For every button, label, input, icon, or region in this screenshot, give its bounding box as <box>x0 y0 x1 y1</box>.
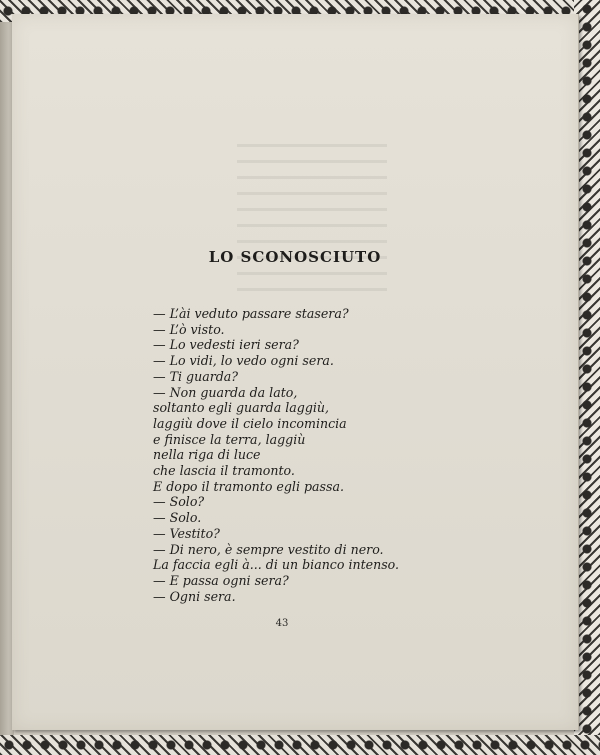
poem-line: La faccia egli à... di un bianco intenso. <box>153 557 400 573</box>
page-number: 43 <box>275 618 289 629</box>
poem-line: soltanto egli guarda laggiù, <box>153 400 330 416</box>
poem-line: — L’ài veduto passare stasera? <box>153 306 349 321</box>
poem-line: — Ti guarda? <box>153 368 239 384</box>
poem-line: — Solo? <box>153 494 205 510</box>
poem-line: — Lo vidi, lo vedo ogni sera. <box>153 353 334 369</box>
poem-line: — Ogni sera. <box>153 588 236 604</box>
poem-line: che lascia il tramonto. <box>153 463 295 479</box>
poem-line: — E passa ogni sera? <box>153 572 289 588</box>
poem-line: — Solo. <box>153 510 202 526</box>
poem-line: — Non guarda da lato, <box>153 384 298 400</box>
poem-body <box>153 306 399 604</box>
endpaper-pattern-bottom <box>0 735 600 755</box>
poem-line: e finisce la terra, laggiù <box>153 431 306 447</box>
poem-line: — L’ò visto. <box>153 321 225 337</box>
poem-line: laggiù dove il cielo incomincia <box>153 415 347 431</box>
poem-line: — Lo vedesti ieri sera? <box>153 337 299 353</box>
poem-line: E dopo il tramonto egli passa. <box>153 478 344 494</box>
book-page <box>12 14 579 730</box>
poem-line: nella riga di luce <box>153 447 261 463</box>
poem-line: — Vestito? <box>153 525 220 541</box>
poem-title: LO SCONOSCIUTO <box>208 248 382 266</box>
poem-line: — Di nero, è sempre vestito di nero. <box>153 541 384 557</box>
show-through <box>237 144 387 304</box>
